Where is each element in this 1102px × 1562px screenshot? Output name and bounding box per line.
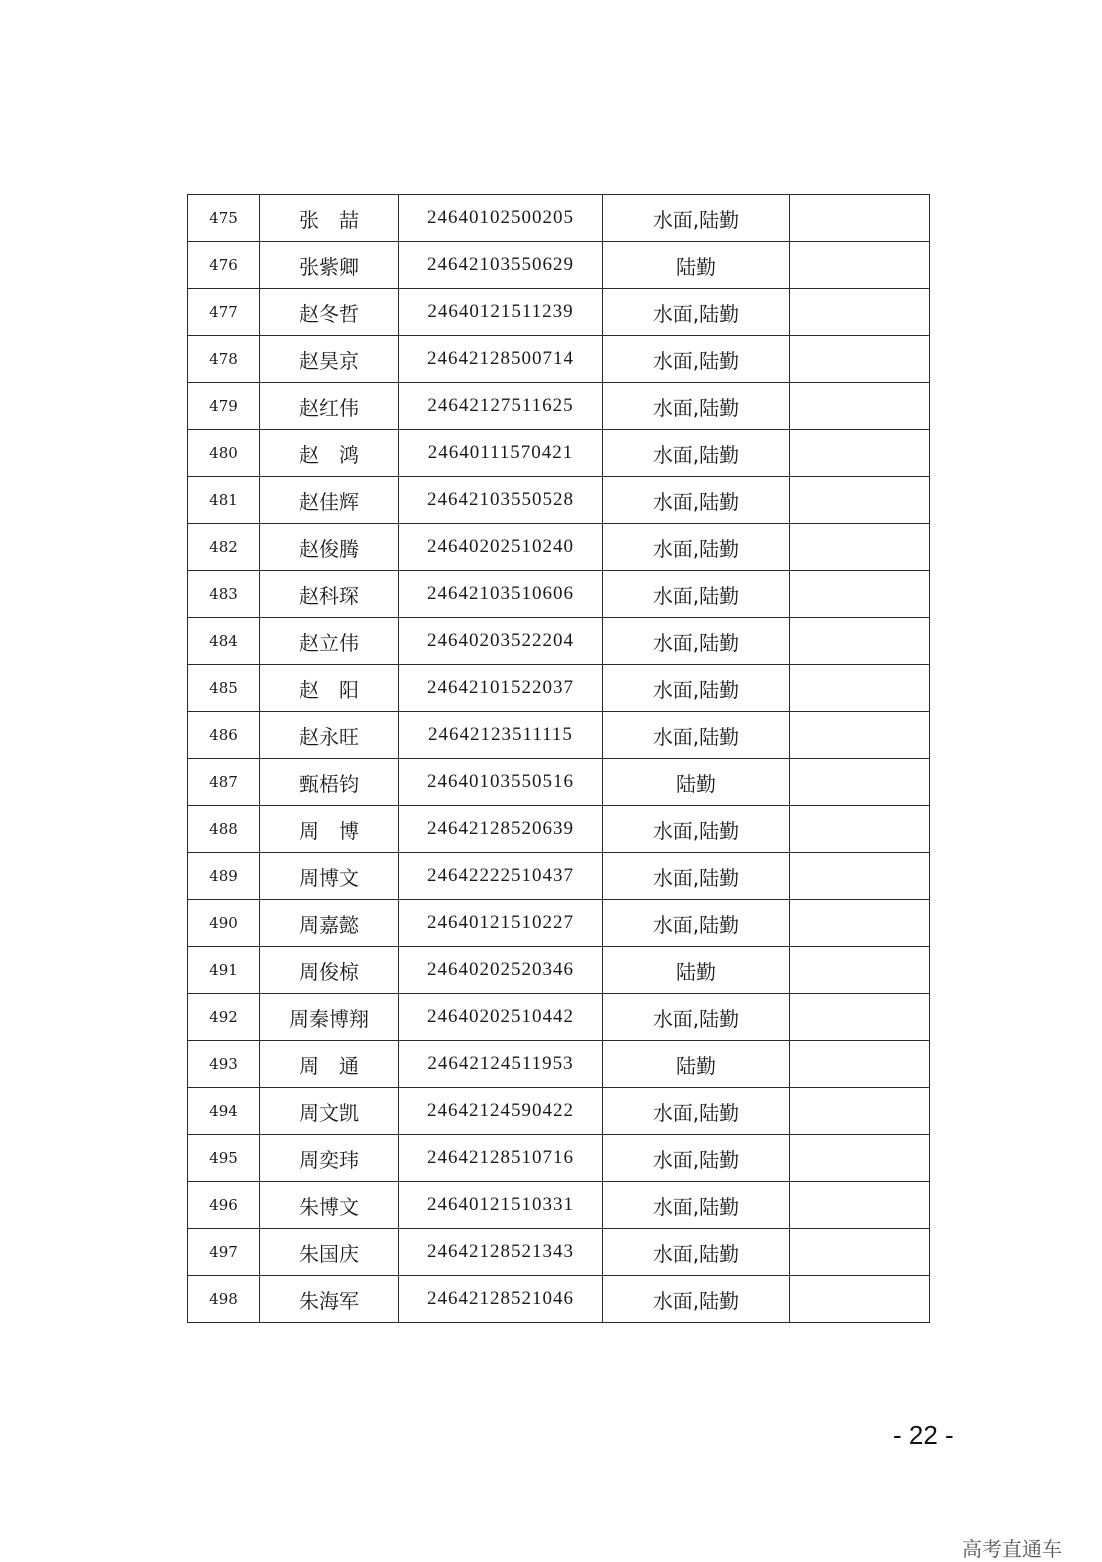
cell-name: 朱国庆 bbox=[260, 1229, 399, 1276]
cell-number: 476 bbox=[188, 242, 260, 289]
cell-category: 水面,陆勤 bbox=[603, 571, 790, 618]
cell-number: 491 bbox=[188, 947, 260, 994]
table-row bbox=[188, 195, 930, 242]
cell-category: 水面,陆勤 bbox=[603, 712, 790, 759]
cell-remark bbox=[790, 242, 930, 289]
cell-name: 周嘉懿 bbox=[260, 900, 399, 947]
cell-number: 485 bbox=[188, 665, 260, 712]
cell-category: 水面,陆勤 bbox=[603, 383, 790, 430]
table-row bbox=[188, 1135, 930, 1182]
cell-category: 水面,陆勤 bbox=[603, 524, 790, 571]
page-number: - 22 - bbox=[893, 1420, 954, 1450]
watermark-text: 高考直通车 bbox=[962, 1537, 1062, 1561]
table-row bbox=[188, 477, 930, 524]
cell-name: 张 喆 bbox=[260, 195, 399, 242]
cell-category: 水面,陆勤 bbox=[603, 1229, 790, 1276]
cell-name: 朱海军 bbox=[260, 1276, 399, 1323]
cell-name: 朱博文 bbox=[260, 1182, 399, 1229]
cell-name: 赵科琛 bbox=[260, 571, 399, 618]
cell-exam-id: 24640102500205 bbox=[399, 195, 603, 242]
cell-category: 陆勤 bbox=[603, 947, 790, 994]
cell-name: 周博文 bbox=[260, 853, 399, 900]
cell-remark bbox=[790, 1229, 930, 1276]
cell-category: 水面,陆勤 bbox=[603, 900, 790, 947]
cell-number: 479 bbox=[188, 383, 260, 430]
cell-exam-id: 24642103550528 bbox=[399, 477, 603, 524]
table-row bbox=[188, 947, 930, 994]
cell-number: 475 bbox=[188, 195, 260, 242]
cell-exam-id: 24640202510442 bbox=[399, 994, 603, 1041]
cell-name: 赵昊京 bbox=[260, 336, 399, 383]
table-row bbox=[188, 1041, 930, 1088]
table-row bbox=[188, 336, 930, 383]
cell-category: 水面,陆勤 bbox=[603, 806, 790, 853]
cell-number: 481 bbox=[188, 477, 260, 524]
cell-exam-id: 24640111570421 bbox=[399, 430, 603, 477]
cell-category: 水面,陆勤 bbox=[603, 1182, 790, 1229]
cell-category: 水面,陆勤 bbox=[603, 477, 790, 524]
table-row bbox=[188, 242, 930, 289]
table-row bbox=[188, 1276, 930, 1323]
cell-number: 487 bbox=[188, 759, 260, 806]
table-row bbox=[188, 289, 930, 336]
table-row bbox=[188, 994, 930, 1041]
cell-number: 489 bbox=[188, 853, 260, 900]
cell-name: 赵俊腾 bbox=[260, 524, 399, 571]
cell-remark bbox=[790, 289, 930, 336]
cell-category: 水面,陆勤 bbox=[603, 195, 790, 242]
cell-name: 赵佳辉 bbox=[260, 477, 399, 524]
cell-exam-id: 24642222510437 bbox=[399, 853, 603, 900]
cell-category: 水面,陆勤 bbox=[603, 1135, 790, 1182]
table-row bbox=[188, 665, 930, 712]
cell-name: 周俊椋 bbox=[260, 947, 399, 994]
cell-remark bbox=[790, 477, 930, 524]
cell-category: 水面,陆勤 bbox=[603, 1276, 790, 1323]
cell-remark bbox=[790, 759, 930, 806]
roster-table-body bbox=[188, 195, 930, 1323]
cell-remark bbox=[790, 853, 930, 900]
cell-exam-id: 24640203522204 bbox=[399, 618, 603, 665]
table-row bbox=[188, 806, 930, 853]
cell-category: 陆勤 bbox=[603, 759, 790, 806]
table-row bbox=[188, 1182, 930, 1229]
cell-remark bbox=[790, 1135, 930, 1182]
cell-name: 周 通 bbox=[260, 1041, 399, 1088]
cell-remark bbox=[790, 524, 930, 571]
cell-exam-id: 24642128510716 bbox=[399, 1135, 603, 1182]
cell-category: 陆勤 bbox=[603, 1041, 790, 1088]
cell-name: 周文凯 bbox=[260, 1088, 399, 1135]
cell-remark bbox=[790, 947, 930, 994]
cell-exam-id: 24640121510227 bbox=[399, 900, 603, 947]
cell-exam-id: 24640121511239 bbox=[399, 289, 603, 336]
table-row bbox=[188, 383, 930, 430]
table-row bbox=[188, 571, 930, 618]
cell-number: 477 bbox=[188, 289, 260, 336]
cell-remark bbox=[790, 571, 930, 618]
cell-exam-id: 24642127511625 bbox=[399, 383, 603, 430]
cell-remark bbox=[790, 1276, 930, 1323]
table-row bbox=[188, 524, 930, 571]
cell-number: 483 bbox=[188, 571, 260, 618]
cell-category: 水面,陆勤 bbox=[603, 430, 790, 477]
cell-number: 496 bbox=[188, 1182, 260, 1229]
cell-exam-id: 24640202520346 bbox=[399, 947, 603, 994]
cell-remark bbox=[790, 806, 930, 853]
cell-exam-id: 24642128500714 bbox=[399, 336, 603, 383]
cell-category: 水面,陆勤 bbox=[603, 289, 790, 336]
cell-name: 赵冬哲 bbox=[260, 289, 399, 336]
cell-category: 水面,陆勤 bbox=[603, 853, 790, 900]
cell-number: 482 bbox=[188, 524, 260, 571]
cell-remark bbox=[790, 618, 930, 665]
table-row bbox=[188, 853, 930, 900]
roster-table bbox=[187, 194, 930, 1323]
cell-exam-id: 24642128521343 bbox=[399, 1229, 603, 1276]
cell-name: 赵 阳 bbox=[260, 665, 399, 712]
cell-remark bbox=[790, 336, 930, 383]
cell-exam-id: 24642103510606 bbox=[399, 571, 603, 618]
cell-name: 赵永旺 bbox=[260, 712, 399, 759]
table-row bbox=[188, 618, 930, 665]
cell-number: 494 bbox=[188, 1088, 260, 1135]
cell-remark bbox=[790, 1182, 930, 1229]
table-row bbox=[188, 1229, 930, 1276]
cell-category: 水面,陆勤 bbox=[603, 1088, 790, 1135]
cell-exam-id: 24642101522037 bbox=[399, 665, 603, 712]
cell-exam-id: 24642124590422 bbox=[399, 1088, 603, 1135]
cell-name: 周 博 bbox=[260, 806, 399, 853]
cell-name: 周秦博翔 bbox=[260, 994, 399, 1041]
cell-exam-id: 24642128521046 bbox=[399, 1276, 603, 1323]
cell-number: 497 bbox=[188, 1229, 260, 1276]
cell-number: 480 bbox=[188, 430, 260, 477]
cell-remark bbox=[790, 665, 930, 712]
cell-number: 493 bbox=[188, 1041, 260, 1088]
cell-category: 陆勤 bbox=[603, 242, 790, 289]
cell-name: 赵 鸿 bbox=[260, 430, 399, 477]
cell-number: 484 bbox=[188, 618, 260, 665]
cell-category: 水面,陆勤 bbox=[603, 994, 790, 1041]
cell-category: 水面,陆勤 bbox=[603, 665, 790, 712]
table-row bbox=[188, 430, 930, 477]
cell-remark bbox=[790, 1041, 930, 1088]
cell-remark bbox=[790, 712, 930, 759]
cell-number: 492 bbox=[188, 994, 260, 1041]
cell-exam-id: 24642124511953 bbox=[399, 1041, 603, 1088]
cell-name: 张紫卿 bbox=[260, 242, 399, 289]
cell-exam-id: 24642103550629 bbox=[399, 242, 603, 289]
cell-name: 赵红伟 bbox=[260, 383, 399, 430]
table-row bbox=[188, 900, 930, 947]
cell-category: 水面,陆勤 bbox=[603, 336, 790, 383]
cell-name: 周奕玮 bbox=[260, 1135, 399, 1182]
cell-remark bbox=[790, 430, 930, 477]
cell-number: 486 bbox=[188, 712, 260, 759]
cell-remark bbox=[790, 195, 930, 242]
table-row bbox=[188, 712, 930, 759]
cell-category: 水面,陆勤 bbox=[603, 618, 790, 665]
cell-number: 498 bbox=[188, 1276, 260, 1323]
table-row bbox=[188, 1088, 930, 1135]
cell-remark bbox=[790, 1088, 930, 1135]
cell-name: 赵立伟 bbox=[260, 618, 399, 665]
cell-number: 488 bbox=[188, 806, 260, 853]
cell-exam-id: 24642123511115 bbox=[399, 712, 603, 759]
table-row bbox=[188, 759, 930, 806]
cell-exam-id: 24640103550516 bbox=[399, 759, 603, 806]
cell-remark bbox=[790, 900, 930, 947]
cell-number: 495 bbox=[188, 1135, 260, 1182]
cell-exam-id: 24642128520639 bbox=[399, 806, 603, 853]
cell-remark bbox=[790, 383, 930, 430]
cell-number: 490 bbox=[188, 900, 260, 947]
cell-number: 478 bbox=[188, 336, 260, 383]
cell-name: 甄梧钧 bbox=[260, 759, 399, 806]
cell-exam-id: 24640121510331 bbox=[399, 1182, 603, 1229]
cell-exam-id: 24640202510240 bbox=[399, 524, 603, 571]
cell-remark bbox=[790, 994, 930, 1041]
